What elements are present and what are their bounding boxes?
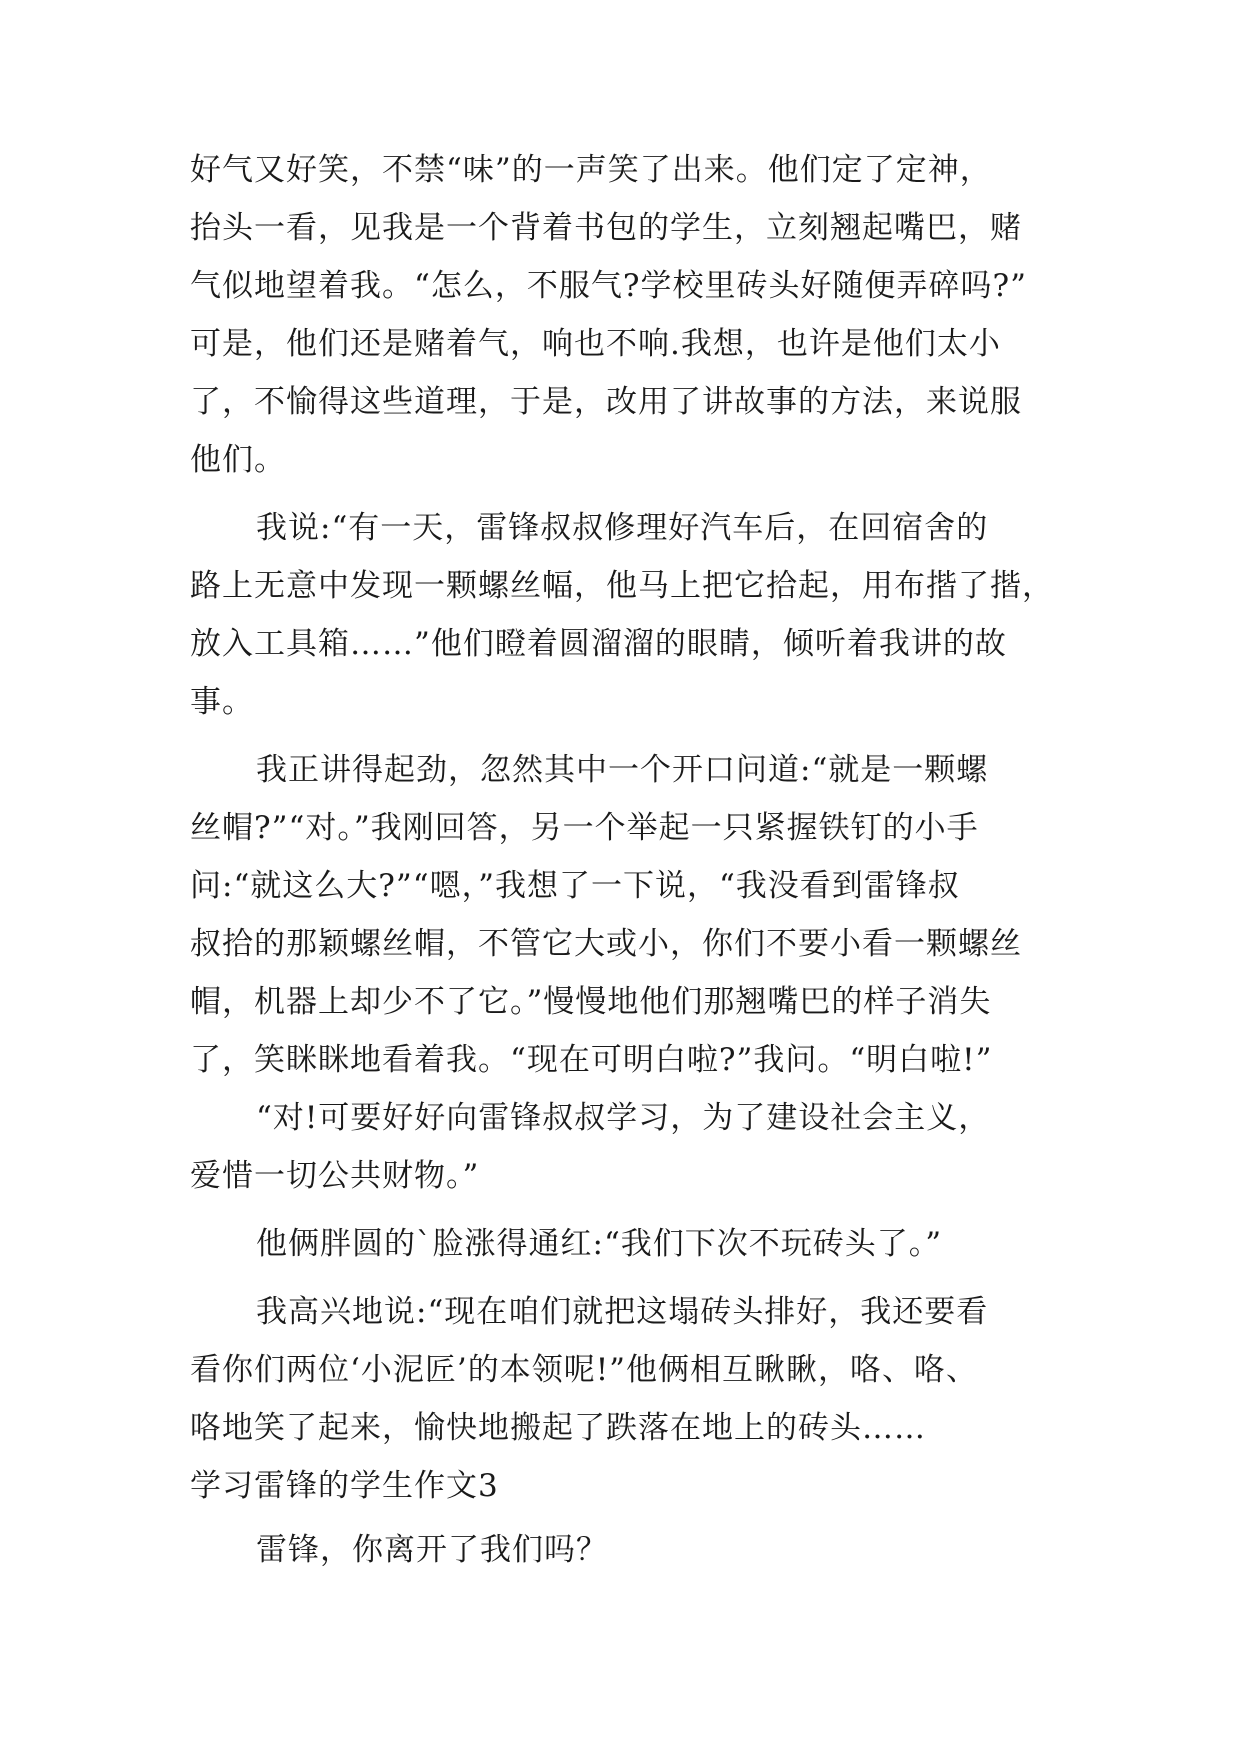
text-line: 事。 [190, 684, 254, 720]
paragraph-first-line: 雷锋，你离开了我们吗？ [256, 1532, 608, 1568]
paragraph-first-line: 我说:“有一天，雷锋叔叔修理好汽车后，在回宿舍的 [256, 510, 989, 546]
text-line: 他们。 [190, 442, 286, 478]
text-line: 问:“就这么大?”“嗯，”我想了一下说，“我没看到雷锋叔 [190, 868, 960, 904]
text-line: 看你们两位‘小泥匠’的本领呢!”他俩相互瞅瞅，咯、咯、 [190, 1352, 979, 1388]
text-line: 放入工具箱……”他们瞪着圆溜溜的眼睛，倾听着我讲的故 [190, 626, 1007, 662]
text-line: 气似地望着我。“怎么，不服气?学校里砖头好随便弄碎吗?” [190, 268, 1027, 304]
text-line: 帽，机器上却少不了它。”慢慢地他们那翘嘴巴的样子消失 [190, 984, 992, 1020]
paragraph-first-line: 我正讲得起劲，忽然其中一个开口问道:“就是一颗螺 [256, 752, 989, 788]
section-heading: 学习雷锋的学生作文3 [190, 1468, 499, 1504]
paragraph-first-line: 我高兴地说:“现在咱们就把这塌砖头排好，我还要看 [256, 1294, 989, 1330]
text-line: 爱惜一切公共财物。” [190, 1158, 480, 1194]
text-line: 路上无意中发现一颗螺丝幅，他马上把它拾起，用布揩了揩， [190, 568, 1054, 604]
text-line: 好气又好笑，不禁“味”的一声笑了出来。他们定了定神， [190, 152, 992, 188]
text-line: 了，不愉得这些道理，于是，改用了讲故事的方法，来说服 [190, 384, 1022, 420]
paragraph-first-line: “对!可要好好向雷锋叔叔学习，为了建设社会主义， [256, 1100, 991, 1136]
paragraph-first-line: 他俩胖圆的`脸涨得通红:“我们下次不玩砖头了。” [256, 1226, 943, 1262]
text-line: 可是，他们还是赌着气，响也不响.我想，也许是他们太小 [190, 326, 1001, 362]
text-line: 抬头一看，见我是一个背着书包的学生，立刻翘起嘴巴，赌 [190, 210, 1022, 246]
text-line: 咯地笑了起来，愉快地搬起了跌落在地上的砖头…… [190, 1410, 926, 1446]
text-line: 了，笑眯眯地看着我。“现在可明白啦?”我问。“明白啦!” [190, 1042, 993, 1078]
text-line: 叔拾的那颖螺丝帽，不管它大或小，你们不要小看一颗螺丝 [190, 926, 1022, 962]
text-line: 丝帽?”“对。”我刚回答，另一个举起一只紧握铁钉的小手 [190, 810, 979, 846]
